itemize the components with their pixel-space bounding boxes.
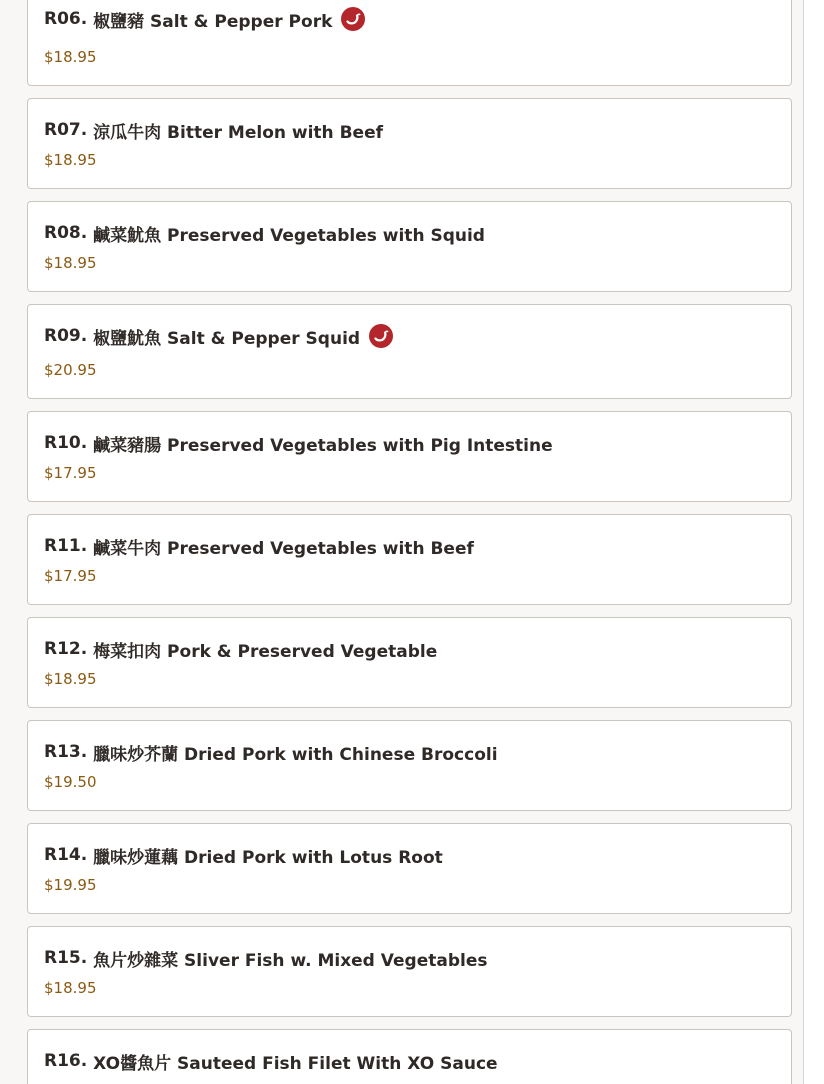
menu-item-code: R16. <box>44 1051 88 1071</box>
menu-item-code: R10. <box>44 433 88 453</box>
menu-item-price: $18.95 <box>44 151 97 169</box>
menu-item-title <box>44 740 498 764</box>
menu-item-name: 臘味炒芥蘭 Dried Pork with Chinese Broccoli <box>93 744 498 765</box>
menu-item-name: 椒鹽豬 Salt & Pepper Pork <box>93 11 333 32</box>
menu-item-card[interactable] <box>27 411 792 502</box>
menu-item-price: $20.95 <box>44 361 97 379</box>
menu-item-price: $19.50 <box>44 773 97 791</box>
menu-item-price: $17.95 <box>44 567 97 585</box>
menu-item-list <box>27 0 792 1084</box>
menu-item-title <box>44 431 553 455</box>
menu-item-name: 涼瓜牛肉 Bitter Melon with Beef <box>93 122 383 143</box>
menu-item-code: R12. <box>44 639 88 659</box>
menu-item-name: XO醬魚片 Sauteed Fish Filet With XO Sauce <box>93 1053 498 1074</box>
menu-item-title <box>44 118 383 142</box>
menu-item-card[interactable] <box>27 0 792 86</box>
spicy-chili-icon <box>341 7 365 31</box>
menu-item-card[interactable] <box>27 823 792 914</box>
menu-item-price: $17.95 <box>44 464 97 482</box>
menu-item-code: R13. <box>44 742 88 762</box>
spicy-chili-icon <box>369 324 393 348</box>
menu-item-code: R09. <box>44 326 88 346</box>
menu-item-title <box>44 221 485 245</box>
menu-item-price: $18.95 <box>44 670 97 688</box>
menu-item-card[interactable] <box>27 201 792 292</box>
menu-item-card[interactable] <box>27 514 792 605</box>
menu-item-card[interactable] <box>27 926 792 1017</box>
menu-item-name: 椒鹽魷魚 Salt & Pepper Squid <box>93 328 361 349</box>
menu-item-title <box>44 637 437 661</box>
menu-item-name: 魚片炒雜菜 Sliver Fish w. Mixed Vegetables <box>93 950 488 971</box>
menu-item-card[interactable] <box>27 1029 792 1084</box>
menu-item-name: 臘味炒蓮藕 Dried Pork with Lotus Root <box>93 847 443 868</box>
menu-item-name: 梅菜扣肉 Pork & Preserved Vegetable <box>93 641 438 662</box>
menu-item-title <box>44 7 365 31</box>
menu-item-code: R08. <box>44 223 88 243</box>
menu-item-title <box>44 946 487 970</box>
menu-item-code: R15. <box>44 948 88 968</box>
menu-item-price: $18.95 <box>44 979 97 997</box>
menu-item-title <box>44 324 393 348</box>
menu-item-code: R06. <box>44 9 88 29</box>
menu-item-card[interactable] <box>27 720 792 811</box>
menu-item-price: $18.95 <box>44 254 97 272</box>
menu-item-price: $18.95 <box>44 48 97 66</box>
menu-item-card[interactable] <box>27 617 792 708</box>
menu-item-card[interactable] <box>27 304 792 399</box>
menu-item-name: 鹹菜牛肉 Preserved Vegetables with Beef <box>93 538 474 559</box>
menu-item-name: 鹹菜豬腸 Preserved Vegetables with Pig Intestine <box>93 435 553 456</box>
menu-item-card[interactable] <box>27 98 792 189</box>
menu-item-code: R14. <box>44 845 88 865</box>
menu-item-title <box>44 843 443 867</box>
menu-item-price: $19.95 <box>44 876 97 894</box>
menu-item-name: 鹹菜魷魚 Preserved Vegetables with Squid <box>93 225 485 246</box>
menu-item-title <box>44 534 474 558</box>
menu-item-code: R07. <box>44 120 88 140</box>
menu-item-title <box>44 1049 498 1073</box>
menu-item-code: R11. <box>44 536 88 556</box>
